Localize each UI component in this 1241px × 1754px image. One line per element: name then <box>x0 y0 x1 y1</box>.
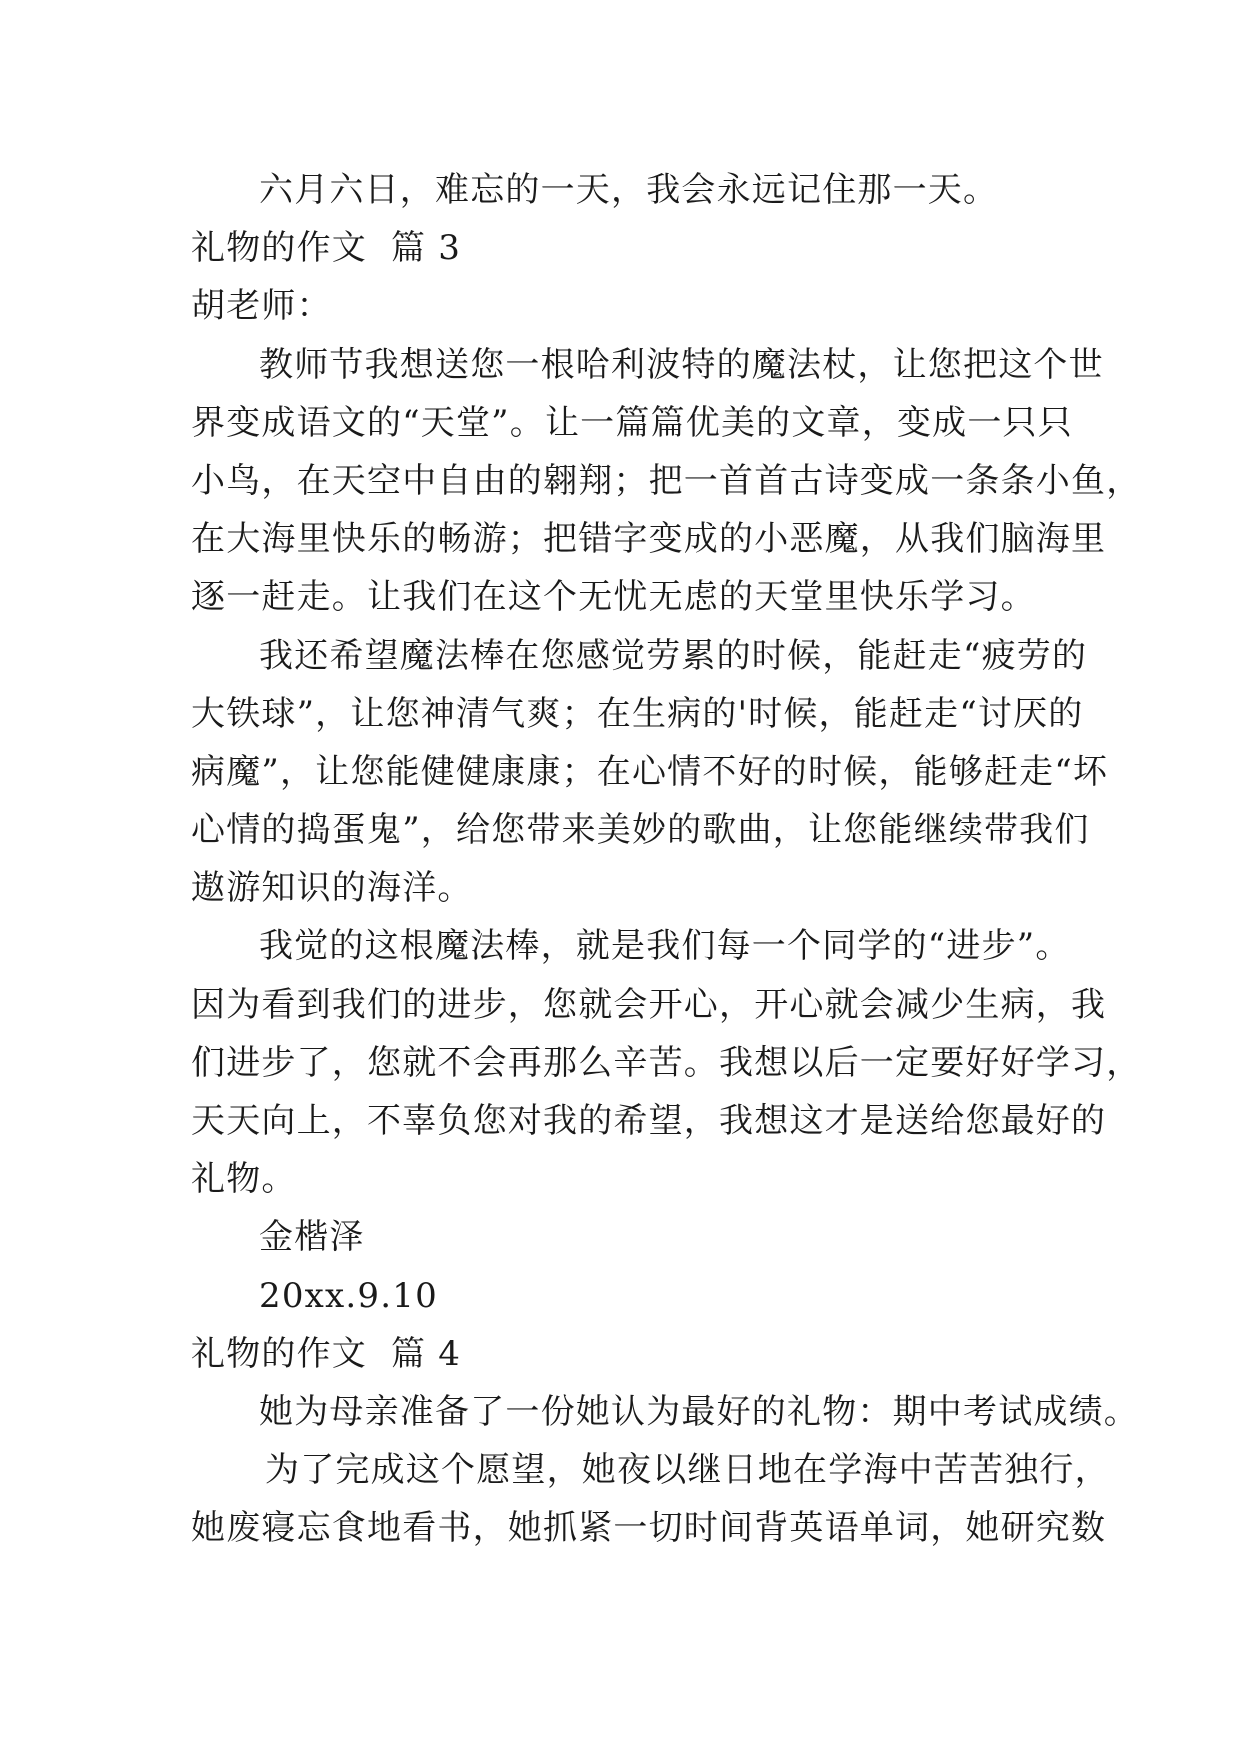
paragraph-line: 大铁球”，让您神清气爽；在生病的'时候，能赶走“讨厌的 <box>191 693 1084 734</box>
paragraph-line: 我还希望魔法棒在您感觉劳累的时候，能赶走“疲劳的 <box>259 635 1088 676</box>
paragraph-line: 因为看到我们的进步，您就会开心，开心就会减少生病，我 <box>191 984 1107 1025</box>
paragraph-line: 遨游知识的海洋。 <box>191 868 473 909</box>
paragraph-line: 心情的捣蛋鬼”，给您带来美妙的歌曲，让您能继续带我们 <box>191 810 1090 851</box>
paragraph-line: 我觉的这根魔法棒，就是我们每一个同学的“进步”。 <box>259 926 1071 967</box>
paragraph-line: 逐一赶走。让我们在这个无忧无虑的天堂里快乐学习。 <box>191 577 1036 618</box>
section-heading: 礼物的作文 篇 4 <box>191 1333 462 1374</box>
paragraph-line: 六月六日，难忘的一天，我会永远记住那一天。 <box>259 170 999 210</box>
paragraph-line: 们进步了，您就不会再那么辛苦。我想以后一定要好好学习， <box>191 1042 1142 1083</box>
document-body <box>191 161 1142 1558</box>
salutation: 胡老师： <box>191 286 332 327</box>
paragraph-line: 在大海里快乐的畅游；把错字变成的小恶魔，从我们脑海里 <box>191 519 1107 560</box>
paragraph-line: 她为母亲准备了一份她认为最好的礼物：期中考试成绩。 <box>259 1391 1139 1432</box>
paragraph-line: 她废寝忘食地看书，她抓紧一切时间背英语单词，她研究数 <box>191 1508 1107 1549</box>
section-heading: 礼物的作文 篇 3 <box>191 228 462 269</box>
signature-name: 金楷泽 <box>259 1217 365 1258</box>
signature-date: 20xx.9.10 <box>259 1275 438 1316</box>
paragraph-line: 病魔”，让您能健健康康；在心情不好的时候，能够赶走“坏 <box>191 751 1109 792</box>
paragraph-line: 界变成语文的“天堂”。让一篇篇优美的文章，变成一只只 <box>191 402 1073 443</box>
paragraph-line: 礼物。 <box>191 1159 297 1200</box>
paragraph-line: 小鸟，在天空中自由的翱翔；把一首首古诗变成一条条小鱼， <box>191 460 1142 501</box>
paragraph-line: 教师节我想送您一根哈利波特的魔法杖，让您把这个世 <box>259 344 1104 385</box>
paragraph-line: 为了完成这个愿望，她夜以继日地在学海中苦苦独行， <box>265 1450 1110 1491</box>
paragraph-line: 天天向上，不辜负您对我的希望，我想这才是送给您最好的 <box>191 1101 1107 1141</box>
